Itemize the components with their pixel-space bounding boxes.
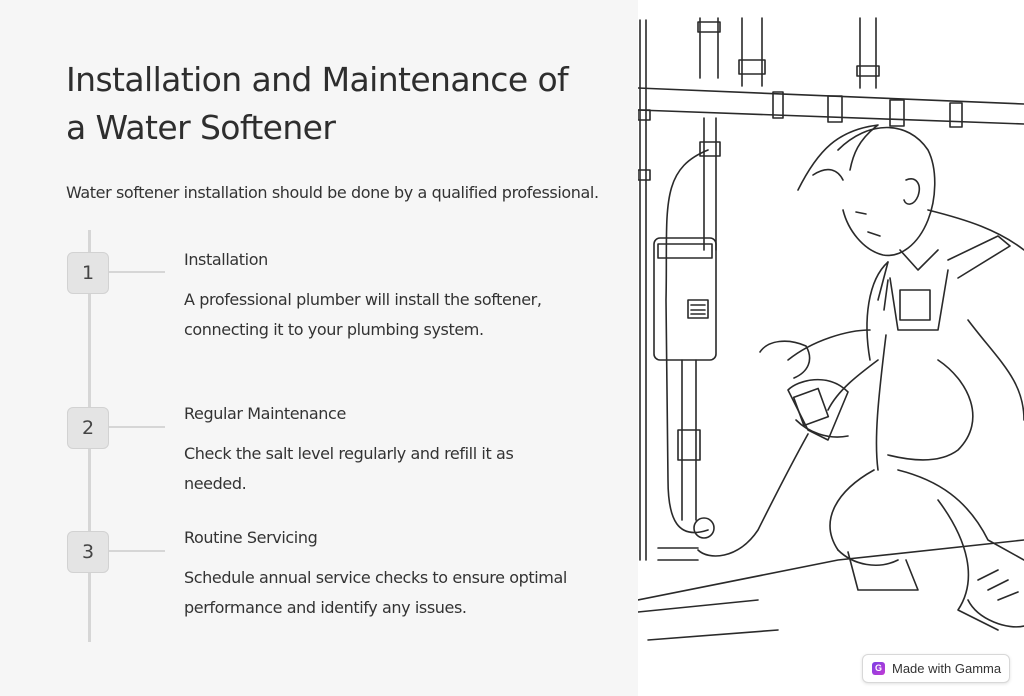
step-description: Schedule annual service checks to ensure optimal performance and identify any issues. — [184, 568, 567, 617]
timeline-connector — [109, 550, 165, 552]
made-with-gamma-label: Made with Gamma — [892, 661, 1002, 676]
step-description: Check the salt level regularly and refill it as needed. — [184, 444, 514, 493]
step-title: Installation — [184, 250, 268, 269]
page-subtitle: Water softener installation should be done by a qualified professional. — [66, 183, 599, 202]
plumber-illustration — [638, 0, 1024, 696]
step-number-badge: 1 — [67, 252, 109, 294]
timeline-connector — [109, 426, 165, 428]
page-title: Installation and Maintenance of a Water Softener — [66, 60, 569, 147]
step-title: Routine Servicing — [184, 528, 318, 547]
step-description: A professional plumber will install the softener, connecting it to your plumbing system. — [184, 290, 542, 339]
illustration-panel — [638, 0, 1024, 696]
step-title: Regular Maintenance — [184, 404, 346, 423]
gamma-logo-icon: G — [872, 662, 885, 675]
step-number-badge: 3 — [67, 531, 109, 573]
made-with-gamma-badge[interactable] — [862, 654, 1010, 683]
timeline-connector — [109, 271, 165, 273]
step-number-badge: 2 — [67, 407, 109, 449]
